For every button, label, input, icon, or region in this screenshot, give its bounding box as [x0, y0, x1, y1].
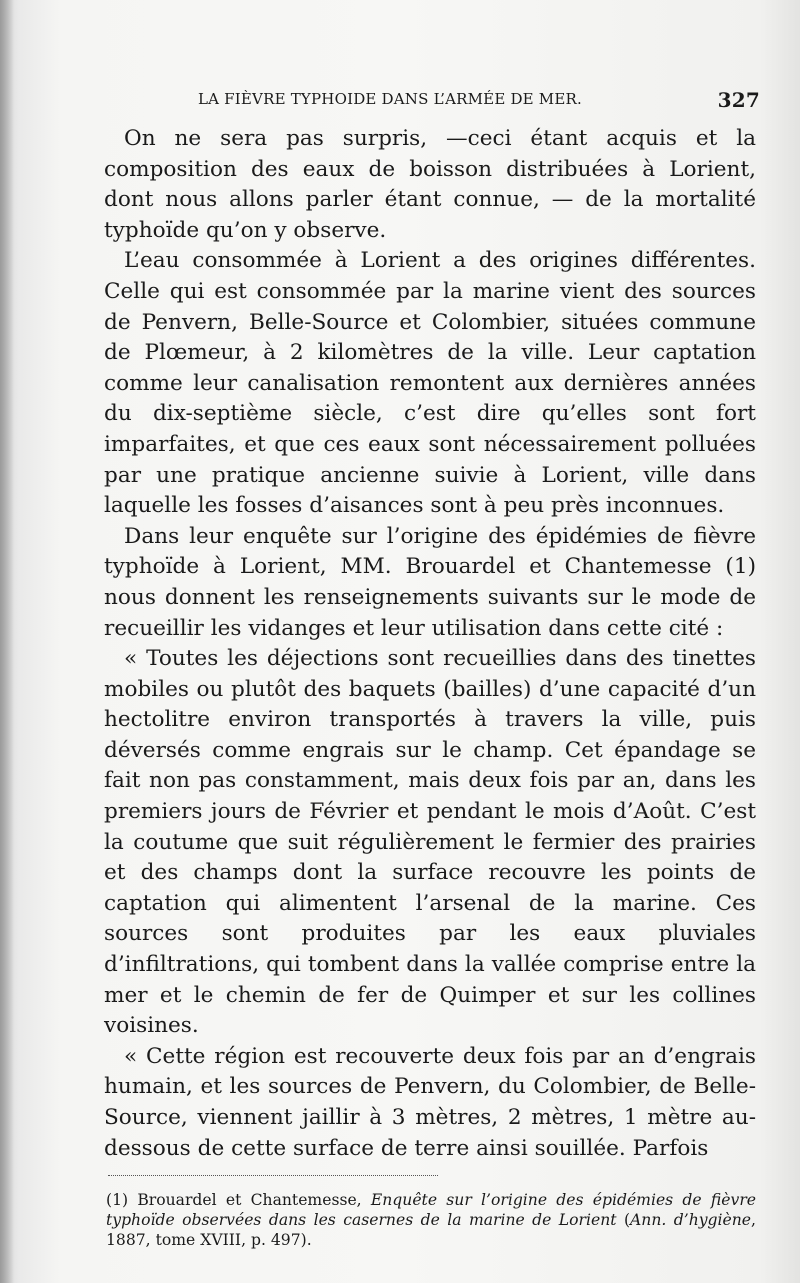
body-text [104, 124, 756, 1164]
paragraph: Dans leur enquête sur l’origine des épidémies de fièvre typhoïde à Lorient, MM. Brouardel et Chantemesse (1) nous donnent les renseignements suivants sur le mode de recueillir les vidanges et leur utilisation dans cette cité : [104, 523, 756, 641]
paragraph: L’eau consommée à Lorient a des origines différentes. Celle qui est consommée par la marine vient des sources de Penvern, Belle-Source et Colombier, situées commune de Plœmeur, à 2 kilomètres de la ville. Leur captation comme leur canalisation remontent aux dernières années du dix-septième siècle, c’est dire qu’elles sont fort imparfaites, et que ces eaux sont nécessairement polluées par une pratique ancienne suivie à Lorient, ville dans laquelle les fosses d’aisances sont à peu près inconnues. [104, 248, 756, 519]
paragraph: « Toutes les déjections sont recueillies dans des tinettes mobiles ou plutôt des baquets (bailles) d’une capacité d’un hectolitre environ transportés à travers la ville, puis déversés comme engrais sur le champ. Cet épandage se fait non pas constamment, mais deux fois par an, dans les premiers jours de Février et pendant le mois d’Août. C’est la coutume que suit régulièrement le fermier des prairies et des champs dont la surface recouvre les points de captation qui alimentent l’arsenal de la marine. Ces sources sont produites par les eaux pluviales d’infiltrations, qui tombent dans la vallée comprise entre la mer et le chemin de fer de Quimper et sur les collines voisines. [104, 646, 756, 1039]
running-header [198, 88, 760, 118]
footnote-separator [108, 1175, 438, 1176]
footnote-title: Enquête sur l’origine des épidémies de fièvre typhoïde observées dans les casernes de la marine de Lorient [106, 1191, 756, 1229]
paragraph: On ne sera pas surpris, —ceci étant acquis et la composition des eaux de boisson distribuées à Lorient, dont nous allons parler étant connue, — de la mortalité typhoïde qu’on y observe. [104, 126, 756, 243]
binding-shadow [0, 0, 14, 1283]
footnote-paren: ( [616, 1211, 631, 1229]
footnote-tail: , 1887, tome XVIII, p. 497). [106, 1211, 756, 1249]
paragraph: « Cette région est recouverte deux fois par an d’engrais humain, et les sources de Penvern, du Colombier, de Belle-Source, viennent jaillir à 3 mètres, 2 mètres, 1 mètre au-dessous de cette surface de terre ainsi souillée. Parfois [104, 1043, 756, 1161]
footnote-journal: Ann. d’hygiène [630, 1211, 752, 1229]
footnote-lead: (1) Brouardel et Chantemesse, [106, 1191, 371, 1209]
running-title: LA FIÈVRE TYPHOIDE DANS L’ARMÉE DE MER. [198, 90, 582, 108]
footnote [106, 1190, 756, 1250]
page-number: 327 [717, 88, 760, 112]
